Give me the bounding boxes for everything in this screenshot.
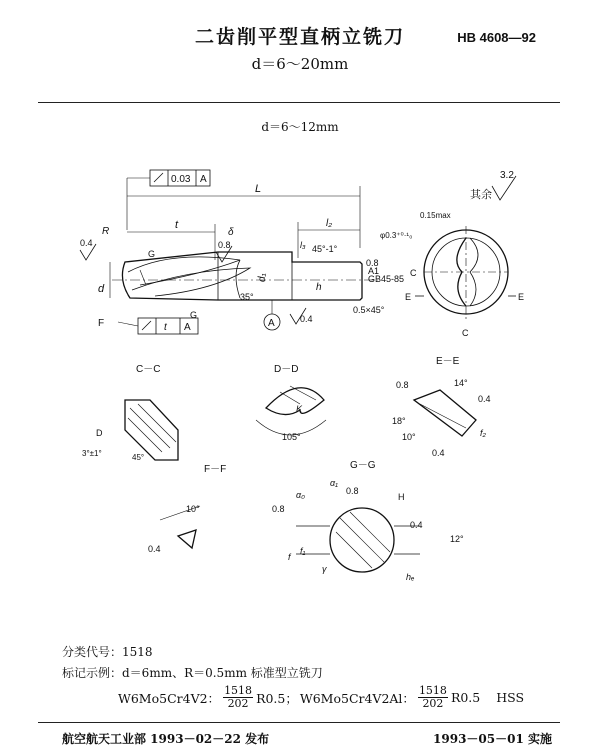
section-cc <box>82 364 178 462</box>
radius-R: R <box>102 226 110 237</box>
diameter-range-label: d＝6～12mm <box>261 120 339 134</box>
svg-text:0.4: 0.4 <box>478 394 491 404</box>
svg-text:γ: γ <box>322 564 327 574</box>
standard-code: HB 4608—92 <box>457 30 536 45</box>
dim-l3: l₃ <box>300 240 306 250</box>
svg-text:C: C <box>462 328 469 338</box>
svg-text:其余: 其余 <box>470 189 492 201</box>
issued-date: 航空航天工业部 1993－02－22 发布 <box>62 732 270 746</box>
main-view <box>80 170 404 334</box>
chamfer: 0.5×45° <box>353 305 385 315</box>
svg-text:D－D: D－D <box>274 364 299 375</box>
material-1: W6Mo5Cr4V2： <box>118 690 221 706</box>
dim-l2: l₂ <box>326 218 333 229</box>
std-gb: GB45-85 <box>368 274 405 284</box>
marking-example: 标记示例：d＝6mm、R＝0.5mm 标准型立铣刀 <box>62 666 323 680</box>
svg-text:0.8: 0.8 <box>366 258 379 268</box>
fraction-1: $\frac{1518}{202}$ <box>224 684 253 710</box>
svg-text:A: A <box>184 322 191 333</box>
section-ee <box>392 356 491 458</box>
label-015max: 0.15max <box>420 211 451 220</box>
page-title: 二齿削平型直柄立铣刀 <box>194 26 405 48</box>
svg-text:0.8: 0.8 <box>346 486 359 496</box>
section-g-bot: G <box>190 310 198 320</box>
label-a1: A1 <box>368 266 380 276</box>
svg-text:f: f <box>288 552 291 562</box>
hss-label: HSS <box>496 690 525 705</box>
svg-text:10°: 10° <box>402 432 416 442</box>
svg-text:0.4: 0.4 <box>80 238 93 248</box>
dim-L: L <box>255 183 262 195</box>
svg-text:G－G: G－G <box>350 460 376 471</box>
datum-a-label: A <box>268 318 275 329</box>
svg-text:K: K <box>296 404 303 414</box>
section-ff <box>148 464 226 554</box>
svg-text:0.4: 0.4 <box>410 520 423 530</box>
svg-text:H: H <box>398 492 405 502</box>
svg-text:E－E: E－E <box>436 356 460 367</box>
dim-t: t <box>175 219 179 231</box>
rest-roughness <box>470 170 516 201</box>
svg-text:f₁: f₁ <box>300 546 306 556</box>
svg-text:3°±1°: 3°±1° <box>82 449 102 458</box>
roughness-08-right <box>366 258 379 268</box>
svg-text:C－C: C－C <box>136 364 161 375</box>
svg-text:f₂: f₂ <box>480 428 486 438</box>
suffix-2: R0.5 <box>450 690 481 705</box>
classification-code: 分类代号：1518 <box>62 645 153 659</box>
dim-d1: d₁ <box>257 273 268 282</box>
roughness-04-left <box>80 238 96 260</box>
svg-text:0.8: 0.8 <box>396 380 409 390</box>
effective-date: 1993－05－01 实施 <box>433 732 552 746</box>
svg-text:α₁: α₁ <box>330 478 338 488</box>
svg-text:12°: 12° <box>450 534 464 544</box>
dim-d: d <box>98 283 105 295</box>
section-dd <box>256 364 326 442</box>
tolerance: φ0.3⁺⁰·¹₀ <box>380 231 413 240</box>
delta-label: δ <box>228 227 234 238</box>
section-f-marker: F <box>98 318 105 329</box>
svg-text:3.2: 3.2 <box>500 170 514 181</box>
bottom-rule <box>38 722 560 723</box>
svg-text:0.4: 0.4 <box>300 314 313 324</box>
svg-text:C: C <box>410 268 417 278</box>
page-subtitle: d＝6～20mm <box>251 55 349 73</box>
svg-text:14°: 14° <box>454 378 468 388</box>
svg-text:0.8: 0.8 <box>272 504 285 514</box>
svg-text:105°: 105° <box>282 432 301 442</box>
angle-35: 35° <box>240 292 254 302</box>
svg-text:hₑ: hₑ <box>406 572 415 582</box>
suffix-1: R0.5； <box>256 690 298 706</box>
svg-text:F－F: F－F <box>204 464 227 475</box>
svg-text:0.8: 0.8 <box>218 240 231 250</box>
section-gg <box>272 460 464 582</box>
runout-value: 0.03 <box>171 174 191 185</box>
svg-text:18°: 18° <box>392 416 406 426</box>
svg-text:10°: 10° <box>186 504 200 514</box>
svg-text:D: D <box>96 428 103 438</box>
svg-text:0.4: 0.4 <box>148 544 161 554</box>
svg-text:E: E <box>518 292 525 302</box>
fraction-2: $\frac{1518}{202}$ <box>418 684 447 710</box>
designation-line <box>118 685 524 710</box>
datum-a-top: A <box>200 174 207 185</box>
svg-text:45°: 45° <box>132 453 145 462</box>
roughness-04-bot <box>290 308 313 324</box>
section-g-top: G <box>148 249 156 259</box>
angle-45: 45°-1° <box>312 244 338 254</box>
svg-text:E: E <box>405 292 412 302</box>
dim-h: h <box>316 282 322 293</box>
material-2: W6Mo5Cr4V2Al： <box>299 690 415 706</box>
svg-text:α₀: α₀ <box>296 490 305 500</box>
svg-text:t: t <box>164 322 167 333</box>
svg-text:0.4: 0.4 <box>432 448 445 458</box>
